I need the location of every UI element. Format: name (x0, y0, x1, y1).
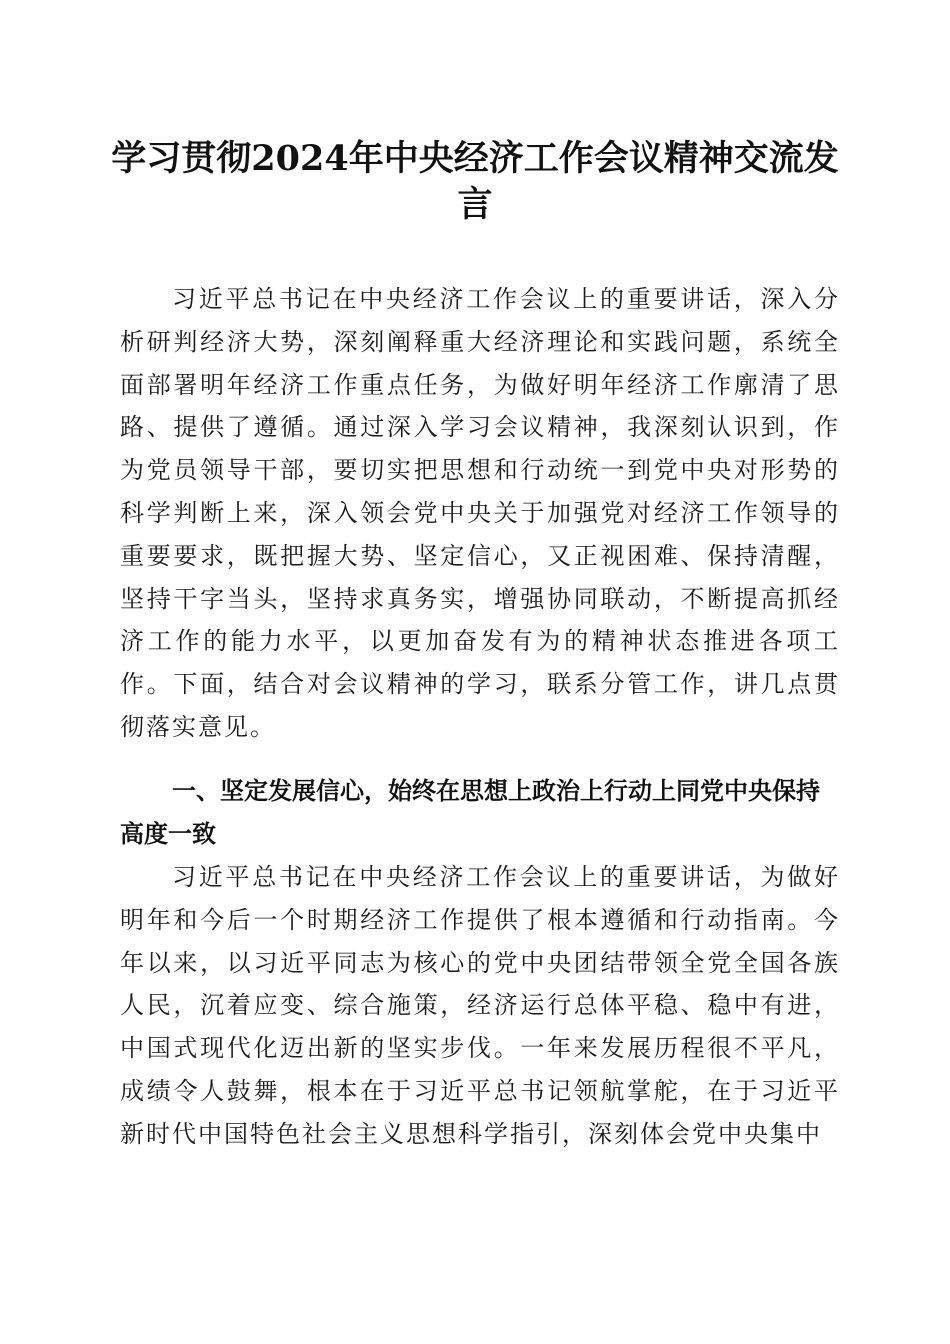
section-paragraph: 习近平总书记在中央经济工作会议上的重要讲话，为做好明年和今后一个时期经济工作提供了根本遵循和行动指南。今年以来，以习近平同志为核心的党中央团结带领全党全国各族人民，沉着应变、综合施策，经济运行总体平稳、稳中有进，中国式现代化迈出新的坚实步伐。一年来发展历程很不平凡，成绩令人鼓舞，根本在于习近平总书记领航掌舵，在于习近平新时代中国特色社会主义思想科学指引，深刻体会党中央集中 (120, 863, 840, 1148)
document-title: 学习贯彻2024年中央经济工作会议精神交流发言 (111, 138, 839, 225)
section-heading: 一、坚定发展信心，始终在思想上政治上行动上同党中央保持高度一致 (120, 777, 820, 848)
intro-paragraph: 习近平总书记在中央经济工作会议上的重要讲话，深入分析研判经济大势，深刻阐释重大经济理论和实践问题，系统全面部署明年经济工作重点任务，为做好明年经济工作廓清了思路、提供了遵循。通过深入学习会议精神，我深刻认识到，作为党员领导干部，要切实把思想和行动统一到党中央对形势的科学判断上来，深入领会党中央关于加强党对经济工作领导的重要要求，既把握大势、坚定信心，又正视困难、保持清醒，坚持干字当头，坚持求真务实，增强协同联动，不断提高抓经济工作的能力水平，以更加奋发有为的精神状态推进各项工作。下面，结合对会议精神的学习，联系分管工作，讲几点贯彻落实意见。 (120, 285, 840, 741)
